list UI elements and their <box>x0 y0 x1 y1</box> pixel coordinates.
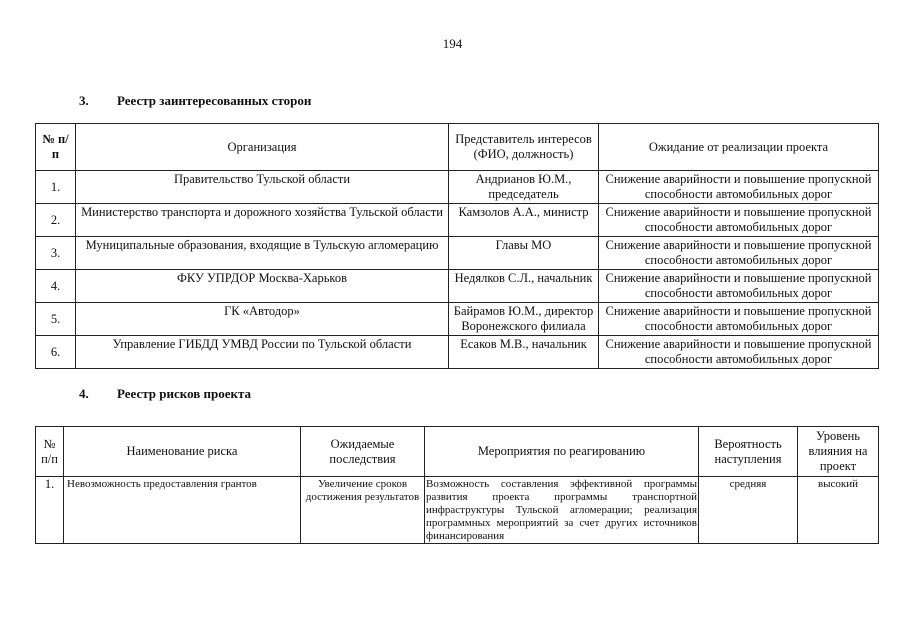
row-num: 1. <box>36 477 64 544</box>
stakeholders-table <box>35 123 879 369</box>
row-representative: Есаков М.В., начальник <box>449 336 599 369</box>
table-row <box>36 204 879 237</box>
header-probability: Вероятность наступления <box>699 427 798 477</box>
table-row <box>36 171 879 204</box>
page-number: 194 <box>442 36 463 51</box>
row-organization: ГК «Автодор» <box>76 303 449 336</box>
section-4-number: 4. <box>79 386 89 401</box>
row-expectation: Снижение аварийности и повышение пропускной способности автомобильных дорог <box>599 237 879 270</box>
section-3-number: 3. <box>79 93 89 108</box>
header-expectation: Ожидание от реализации проекта <box>599 124 879 171</box>
section-4-heading <box>79 386 251 402</box>
row-expectation: Снижение аварийности и повышение пропускной способности автомобильных дорог <box>599 171 879 204</box>
header-measures: Мероприятия по реагированию <box>425 427 699 477</box>
row-risk-name: Невозможность предоставления грантов <box>64 477 301 544</box>
section-4-title: Реестр рисков проекта <box>117 386 252 401</box>
row-num: 3. <box>36 237 76 270</box>
table-row <box>36 270 879 303</box>
table-row <box>36 237 879 270</box>
table-row <box>36 336 879 369</box>
row-expectation: Снижение аварийности и повышение пропускной способности автомобильных дорог <box>599 270 879 303</box>
header-organization: Организация <box>76 124 449 171</box>
header-representative: Представитель интересов (ФИО, должность) <box>449 124 599 171</box>
row-probability: средняя <box>699 477 798 544</box>
row-representative: Главы МО <box>449 237 599 270</box>
row-organization: Управление ГИБДД УМВД России по Тульской области <box>76 336 449 369</box>
row-impact: высокий <box>798 477 879 544</box>
header-risk-name: Наименование риска <box>64 427 301 477</box>
risks-header-row <box>36 427 879 477</box>
risks-table <box>35 426 879 544</box>
table-row <box>36 477 879 544</box>
row-representative: Байрамов Ю.М., директор Воронежского филиала <box>449 303 599 336</box>
row-expectation: Снижение аварийности и повышение пропускной способности автомобильных дорог <box>599 336 879 369</box>
row-num: 6. <box>36 336 76 369</box>
row-organization: ФКУ УПРДОР Москва-Харьков <box>76 270 449 303</box>
row-num: 2. <box>36 204 76 237</box>
section-3-heading <box>79 93 311 109</box>
row-num: 5. <box>36 303 76 336</box>
stakeholders-header-row <box>36 124 879 171</box>
row-organization: Правительство Тульской области <box>76 171 449 204</box>
header-impact: Уровень влияния на проект <box>798 427 879 477</box>
section-3-title: Реестр заинтересованных сторон <box>117 93 312 108</box>
row-expectation: Снижение аварийности и повышение пропускной способности автомобильных дорог <box>599 204 879 237</box>
row-consequences: Увеличение сроков достижения результатов <box>301 477 425 544</box>
row-num: 1. <box>36 171 76 204</box>
row-organization: Муниципальные образования, входящие в Тульскую агломерацию <box>76 237 449 270</box>
row-expectation: Снижение аварийности и повышение пропускной способности автомобильных дорог <box>599 303 879 336</box>
row-organization: Министерство транспорта и дорожного хозяйства Тульской области <box>76 204 449 237</box>
row-representative: Андрианов Ю.М., председатель <box>449 171 599 204</box>
row-measures: Возможность составления эффективной программы развития проекта программы транспортной инфраструктуры Тульской агломерации; реализация программных мероприятий за счет других источников финансирования <box>426 478 697 542</box>
header-consequences: Ожидаемые последствия <box>301 427 425 477</box>
row-representative: Камзолов А.А., министр <box>449 204 599 237</box>
table-row <box>36 303 879 336</box>
row-representative: Недялков С.Л., начальник <box>449 270 599 303</box>
header-num: № п/п <box>36 427 64 477</box>
row-num: 4. <box>36 270 76 303</box>
header-num: № п/п <box>36 124 76 171</box>
